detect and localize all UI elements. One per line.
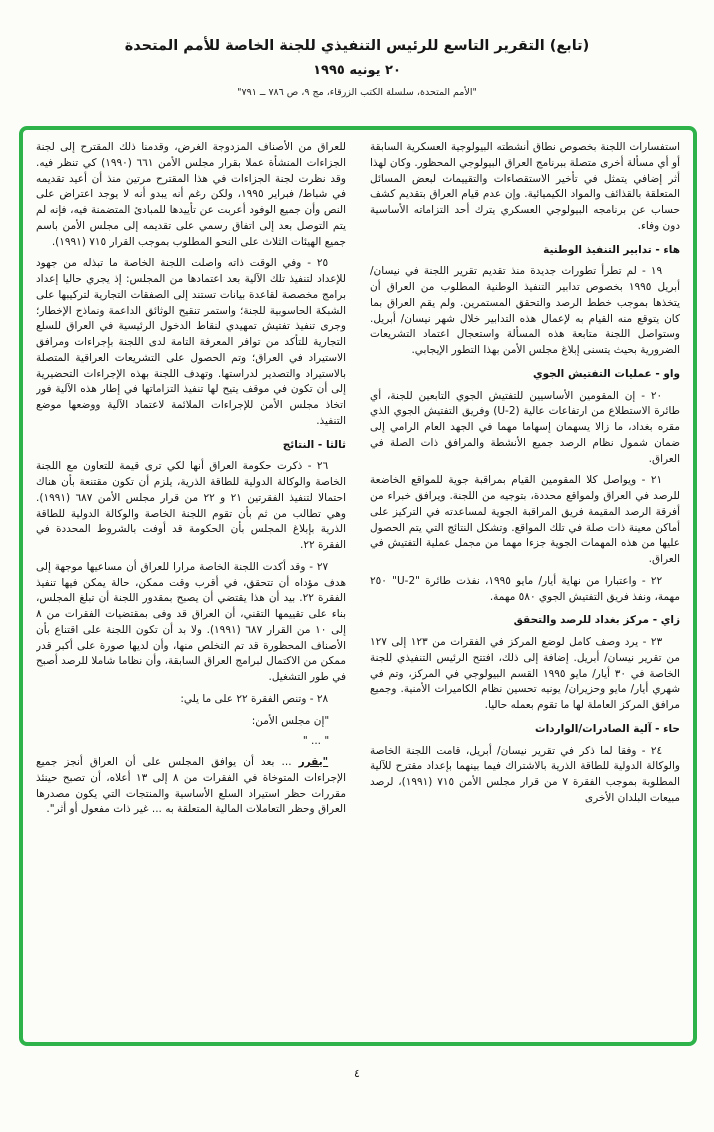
section-heading-f: واو - عمليات التفتيش الجوي (532, 367, 680, 380)
paragraph-20: ٢٠ - إن المقومين الأساسيين للتفتيش الجوي التابعين للجنة، أي طائرة الاستطلاع من ارتفاعات عالية (U-2) وفريق التفتيش الجوي الذي مقره بغداد، ما زالا يسهمان إسهاما مهما في الجهد العام الرامي إلى ضمان شمول نظام الرصد جميع الأنشطة والمرافق ذات الصلة في العراق. (370, 389, 680, 465)
two-column-layout (36, 140, 680, 1032)
quote-line-2: " ... " (302, 735, 330, 748)
quote-line-1: "إن مجلس الأمن: (251, 714, 330, 727)
document-header (0, 38, 714, 98)
section-heading-g: زاي - مركز بغداد للرصد والتحقق (513, 614, 680, 627)
highlight-frame (19, 126, 697, 1046)
paragraph-24: ٢٤ - وفقا لما ذكر في تقرير نيسان/ أبريل، قامت اللجنة الخاصة والوكالة الدولية للطاقة الذرية بالاشتراك فيما بينهما بإعداد مقترح للآلية المطلوبة بموجب الفقرة ٧ من قرار مجلس الأمن ٧١٥ (١٩٩١)، لرصد مبيعات البلدان الأخرى (370, 744, 680, 804)
quote-decides-word: "يقرر (298, 756, 329, 768)
paragraph-25: ٢٥ - وفي الوقت ذاته واصلت اللجنة الخاصة ما تبذله من جهود للإعداد لتنفيذ تلك الآلية بعد اعتمادها من المجلس: إذ يجري حاليا إعداد برامج مخصصة لقاعدة بيانات تستند إلى الصفقات التجارية لتركيبها على الشبكة الحاسوبية للجنة؛ واستمر تنقيح الوثائق الداعمة ونماذج الإخطار؛ وجرى تنفيذ تفتيش تمهيدي لنقاط الدخول الرئيسية في العراق للسلع التجارية للتأكد من توافر المعرفة التامة لدى اللجنة بإجراءات ومرافق الاستيراد في العراق؛ وتم الحصول على التشريعات العراقية المتصلة بالاستيراد والتصدير لدراستها. وتهدف اللجنة بهذه الإجراءات التحضيرية إلى أن تكون في موقف يتيح لها تنفيذ التزاماتها في إطار هذه الآلية فور اتخاذ مجلس الأمن للإجراءات الملائمة لاعتماد الآلية ووضعها موضع التنفيذ. (36, 257, 346, 427)
paragraph-21: ٢١ - ويواصل كلا المقومين القيام بمراقبة جوية للمواقع الخاضعة للرصد في العراق ولمواقع محددة، بتوجيه من اللجنة. ويرافق خبراء من أفرقة الرصد المقيمة فريق المراقبة الجوية لمساعدته في التركيز على أماكن معينة ذات صلة في تلك المواقع. وتشكل النتائج التي يتم الحصول عليها من هذه المهمات الجوية جزءا مهما من مجمل عملية التفتيش في العراق. (370, 474, 680, 565)
quote-resolution-body: ... بعد أن يوافق المجلس على أن العراق أنجز جميع الإجراءات المتوخاة في الفقرات من ٨ إلى ١٣ أعلاه، أن تصبح حينئذ مقررات حظر استيراد السلع الأساسية والمنتجات التي يكون مصدرها العراق وحظر التعاملات المالية المتعلقة به ... غير ذات مفعول أو أثر". (36, 756, 346, 816)
paragraph-23: ٢٣ - يرد وصف كامل لوضع المركز في الفقرات من ١٢٣ إلى ١٢٧ من تقرير نيسان/ أبريل. إضافة إلى ذلك، افتتح الرئيس التنفيذي للجنة الخاصة في ٣٠ أيار/ مايو ١٩٩٥ القسم البيولوجي في المركز، وتم في شهري أيار/ مايو وحزيران/ يونيه تحسين نظام الكاميرات الأمنية. وجميع مرافق المركز العاملة لها ما تقوم بعمله حاليا. (370, 636, 680, 711)
section-heading-third: ثالثا - النتائج (282, 438, 346, 451)
paragraph-28: ٢٨ - وتنص الفقرة ٢٢ على ما يلي: (180, 692, 329, 705)
section-heading-e: هاء - تدابير التنفيذ الوطنية (543, 243, 680, 256)
quote-resolution-text (36, 755, 346, 818)
paragraph-19: ١٩ - لم تطرأ تطورات جديدة منذ تقديم تقرير اللجنة في نيسان/ أبريل ١٩٩٥ بخصوص تدابير التنفيذ الوطنية المطلوب من العراق أن يتخذها بموجب خطط الرصد والتحقق المستمرين. ولم يقم العراق بما كان يتوقع منه القيام به لإعمال هذه التدابير خلال شهر نيسان/ أبريل. وستواصل اللجنة متابعة هذه المسألة واستعجال اعتماد التشريعات الضرورية بحيث يتسنى إبلاغ مجلس الأمن بهذا التطور الإيجابي. (370, 265, 680, 356)
text-column-right (370, 140, 680, 1032)
section-heading-h: حاء - آلية الصادرات/الواردات (535, 722, 680, 735)
text-column-left (36, 140, 346, 1032)
paragraph-continuation-left: للعراق من الأصناف المزدوجة الغرض، وقدمنا ذلك المقترح إلى لجنة الجزاءات المنشأة عملا بقرار مجلس الأمن ٦٦١ (١٩٩٠) كي تنظر فيه. وقد نظرت لجنة الجزاءات في هذا المقترح مرتين منذ أن أعيد تقديمه في شباط/ فبراير ١٩٩٥، ولكن رغم أنه يبدو أنه لا يوجد اعتراض على النص وأن جميع الوفود أعربت عن تأييدها للمبادئ المتضمنة فيه، فإنه لم يتم التوصل بعد إلى اتفاق رسمي على تقديمه إلى مجلس الأمن باسم جميع الهيئات الثلاث على النحو المطلوب بموجب القرار ٧١٥ (١٩٩١). (36, 141, 346, 248)
paragraph-22: ٢٢ - واعتبارا من نهاية أيار/ مايو ١٩٩٥، نفذت طائرة "U-2" ٢٥٠ مهمة، ونفذ فريق التفتيش الجوي ٥٨٠ مهمة. (370, 574, 680, 603)
page-number: ٤ (354, 1067, 360, 1080)
source-citation: "الأمم المتحدة، سلسلة الكتب الزرقاء، مج ٩، ص ٧٨٦ ــ ٧٩١" (237, 87, 477, 98)
report-title: (تابع) التقرير التاسع للرئيس التنفيذي للجنة الخاصة للأمم المتحدة (124, 38, 590, 54)
paragraph-27: ٢٧ - وقد أكدت اللجنة الخاصة مرارا للعراق أن مساعيها موجهة إلى هدف مؤداه أن تتحقق، في أقرب وقت ممكن، حالة يمكن فيها تنفيذ الفقرة ٢٢. بيد أن هذا يقتضي أن يصبح بمقدور اللجنة أن تبلغ المجلس، بناء على تقييمها التقني، أن العراق قد وفى بمقتضيات الفقرات من ٨ إلى ١٠ من القرار ٦٨٧ (١٩٩١). ولا بد أن تكون اللجنة على اقتناع بأن الأصناف المحظورة قد تم التخلص منها، وأن لديها صورة على أكبر قدر ممكن من الاكتمال لبرامج العراق السابقة، وأن نظاما شاملا للرصد أصبح في طور التشغيل. (36, 560, 346, 683)
report-date: ٢٠ يونيه ١٩٩٥ (313, 63, 401, 78)
paragraph-continuation: استفسارات اللجنة بخصوص نطاق أنشطته البيولوجية العسكرية السابقة أو أي مسألة أخرى متصلة ببرنامج العراق البيولوجي المحظور. وكان لهذا أثر إضافي يتمثل في تأخير الاستقصاءات والتقييمات لبعض المسائل المتعلقة بالقذائف والمواد الكيميائية. وإن عدم قيام العراق بتقديم كشف حساب عن برنامجه البيولوجي العسكري يترك أحد التزاماته الأساسية دون وفاء. (370, 141, 680, 232)
paragraph-26: ٢٦ - ذكرت حكومة العراق أنها لكي ترى قيمة للتعاون مع اللجنة الخاصة والوكالة الدولية للطاقة الذرية، يلزم أن تكون مقتنعة بأن هناك احتمالا لتنفيذ الفقرتين ٢١ و ٢٢ من قرار مجلس الأمن ٦٨٧ (١٩٩١). وهي تطالب من ثم بأن تقوم اللجنة الخاصة والوكالة الدولية للطاقة الذرية بإبلاغ المجلس بأن الحكومة قد أوفت بالشروط المحددة في الفقرة ٢٢. (36, 460, 346, 551)
